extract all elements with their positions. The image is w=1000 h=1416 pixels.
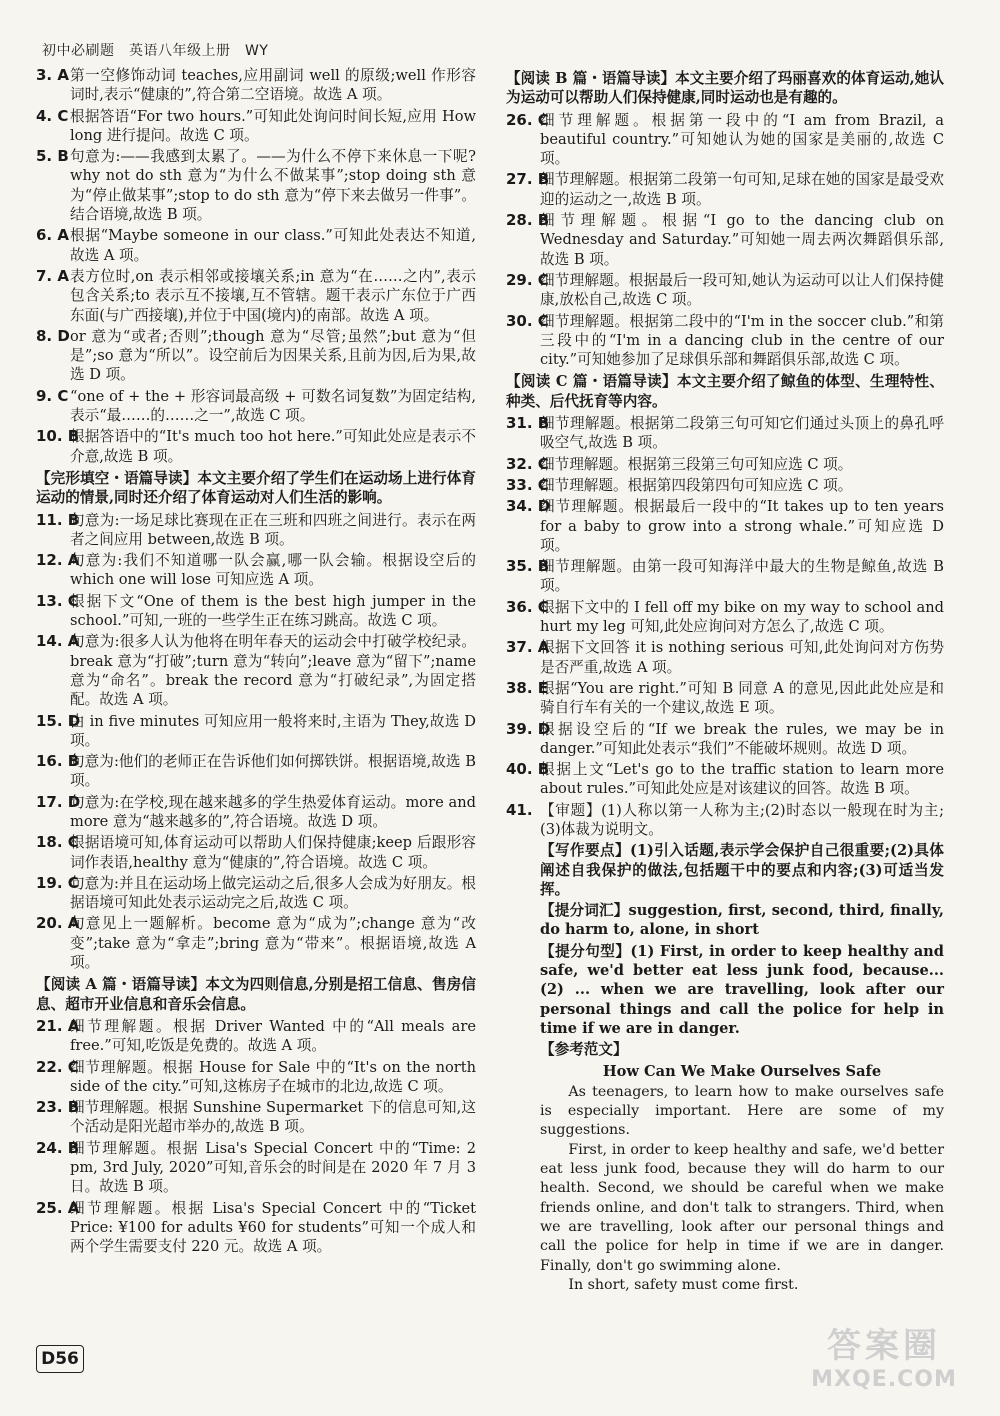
answer-explanation: or 意为“或者;否则”;though 意为“尽管;虽然”;but 意为“但是”;so 意为“所以”。设空前后为因果关系,且前为因,后为果,故选 D 项。 — [70, 327, 476, 384]
answer-item — [36, 752, 476, 791]
answer-number: 40. B — [506, 760, 550, 779]
answer-number: 3. A — [36, 66, 69, 84]
answer-number: 39. D — [506, 719, 551, 738]
answer-explanation: 细节理解题。根据第二段第三句可知它们通过头顶上的鼻孔呼吸空气,故选 B 项。 — [540, 415, 944, 452]
answer-number: 33. C — [506, 475, 549, 494]
answer-number: 25. A — [36, 1198, 80, 1217]
answer-item — [36, 1098, 476, 1137]
answer-item — [506, 170, 944, 209]
answer-explanation: 根据答语中的“It's much too hot here.”可知此处应是表示不介意,故选 B 项。 — [70, 428, 476, 465]
answer-number: 38. E — [506, 678, 549, 697]
essay-paragraph: First, in order to keep healthy and safe, we'd better eat less junk food, because they will do harm to our health. Second, we should be careful when we make friends online, and don't talk to strangers. Third, when we are travelling, look after our personal things and call the police for help in time if we are in danger. Finally, don't go swimming alone. — [540, 1141, 944, 1274]
answer-explanation: 句意为:一场足球比赛现在正在三班和四班之间进行。表示在两者之间应用 between,故选 B 项。 — [70, 511, 476, 548]
answer-explanation: 细节理解题。根据“I go to the dancing club on Wednesday and Saturday.”可知她一周去两次舞蹈俱乐部,故选 B 项。 — [540, 212, 944, 268]
answer-explanation: 第一空修饰动词 teaches,应用副词 well 的原级;well 作形容词时,表示“健康的”,符合第二空语境。故选 A 项。 — [70, 67, 476, 104]
answer-number: 7. A — [36, 266, 69, 285]
answer-number: 19. C — [36, 873, 79, 892]
answer-item — [506, 557, 944, 596]
answer-explanation: 表方位时,on 表示相邻或接壤关系;in 意为“在……之内”,表示包含关系;to 表示互不接壤,互不管辖。题干表示广东位于广西东面(与广西接壤),并位于中国(境内)的南部。故选 A 项。 — [70, 267, 476, 324]
answer-number: 27. B — [506, 170, 550, 189]
answer-item — [506, 111, 944, 169]
answer-explanation: 句意为:在学校,现在越来越多的学生热爱体育运动。more and more 意为“越来越多的”,符合语境。故选 D 项。 — [70, 793, 476, 830]
answer-explanation: 句意为:并且在运动场上做完运动之后,很多人会成为好朋友。根据语境可知此处表示运动完之后,故选 C 项。 — [70, 874, 476, 912]
answer-explanation: 根据下文中的 I fell off my bike on my way to school and hurt my leg 可知,此处应询问对方怎么了,故选 C 项。 — [540, 598, 944, 636]
watermark-logo — [804, 1318, 964, 1398]
writing-guide: 【参考范文】 — [540, 1041, 628, 1059]
answer-item — [36, 793, 476, 832]
answer-item — [506, 476, 944, 495]
essay-paragraph: As teenagers, to learn how to make ourselves safe is especially important. Here are some of my suggestions. — [540, 1083, 944, 1139]
answer-number: 31. B — [506, 414, 550, 433]
answer-number: 30. C — [506, 311, 549, 330]
answer-explanation: 句意为:很多人认为他将在明年春天的运动会中打破学校纪录。break 意为“打破”;turn 意为“转向”;leave 意为“留下”;name 意为“命名”。break the record 意为“打破纪录”,为固定搭配。故选 A 项。 — [70, 633, 476, 709]
answer-explanation: 根据上文“Let's go to the traffic station to learn more about rules.”可知此处应是对该建议的回答。故选 B 项。 — [540, 761, 944, 798]
answer-number: 14. A — [36, 632, 80, 651]
answer-explanation: 根据“Maybe someone in our class.”可知此处表达不知道,故选 A 项。 — [70, 227, 476, 264]
answer-number: 18. C — [36, 833, 79, 852]
answer-number: 37. A — [506, 638, 550, 657]
answer-number: 32. C — [506, 454, 549, 473]
right-items — [506, 69, 944, 1060]
answer-number: 10. B — [36, 427, 80, 446]
answer-number: 21. A — [36, 1016, 80, 1035]
answer-number: 34. D — [506, 497, 551, 516]
answer-explanation: 细节理解题。根据第二段第一句可知,足球在她的国家是最受欢迎的运动之一,故选 B 项。 — [540, 171, 944, 208]
answer-item — [506, 801, 944, 840]
answer-number: 4. C — [36, 106, 69, 125]
answer-item — [36, 1017, 476, 1056]
answer-number: 20. A — [36, 914, 80, 933]
essay-title: How Can We Make Ourselves Safe — [602, 1062, 882, 1080]
answer-item — [36, 592, 476, 631]
answer-number: 12. A — [36, 551, 80, 570]
answer-explanation: 细节理解题。根据第一段中的“I am from Brazil, a beautiful country.”可知她认为她的国家是美丽的,故选 C 项。 — [540, 111, 944, 168]
answer-item — [36, 226, 476, 265]
answer-item — [36, 1139, 476, 1197]
answer-number: 23. B — [36, 1098, 80, 1117]
section-heading: 【阅读 C 篇・语篇导读】本文主要介绍了鲸鱼的体型、生理特性、种类、后代抚育等内容。 — [506, 373, 944, 410]
answer-explanation: “one of + the + 形容词最高级 + 可数名词复数”为固定结构,表示“最……的……之一”,故选 C 项。 — [70, 387, 476, 425]
answer-explanation: 根据答语“For two hours.”可知此处询问时间长短,应用 How long 进行提问。故选 C 项。 — [70, 107, 476, 144]
answer-explanation: 细节理解题。根据 Driver Wanted 中的“All meals are free.”可知,吃饭是免费的。故选 A 项。 — [70, 1017, 476, 1055]
writing-guide: 【写作要点】(1)引入话题,表示学会保护自己很重要;(2)具体阐述自我保护的做法,包括题干中的要点和内容;(3)可适当发挥。 — [540, 842, 944, 898]
answer-item — [36, 833, 476, 872]
answer-item — [36, 107, 476, 146]
watermark-site-text: MXQE.COM — [811, 1367, 957, 1392]
right-column — [506, 66, 944, 1295]
answer-item — [36, 914, 476, 972]
answer-number: 26. C — [506, 110, 549, 129]
answer-explanation: 根据“You are right.”可知 B 同意 A 的意见,因此此处应是和骑自行车有关的一个建议,故选 E 项。 — [540, 679, 944, 717]
writing-guide: 【提分句型】(1) First, in order to keep healthy and safe, we'd better eat less junk food, because... (2) ... when we are travelling, look after our personal things and call the police for help in time if we are in danger. — [540, 942, 944, 1037]
answer-item — [506, 598, 944, 637]
answer-explanation: 细节理解题。根据 Sunshine Supermarket 下的信息可知,这个活动是阳光超市举办的,故选 B 项。 — [70, 1099, 476, 1136]
answer-explanation: 由 in five minutes 可知应用一般将来时,主语为 They,故选 D 项。 — [70, 712, 476, 749]
answer-number: 15. D — [36, 711, 81, 730]
answer-number: 29. C — [506, 270, 549, 289]
answer-number: 36. C — [506, 597, 549, 616]
answer-explanation: 细节理解题。根据最后一段可知,她认为运动可以让人们保持健康,放松自己,故选 C 项。 — [540, 271, 944, 309]
answer-number: 13. C — [36, 591, 79, 610]
answer-item — [36, 327, 476, 385]
answer-explanation: 句意为:我们不知道哪一队会赢,哪一队会输。根据设空后的 which one will lose 可知应选 A 项。 — [70, 552, 476, 589]
answer-explanation: 细节理解题。根据最后一段中的“It takes up to ten years for a baby to grow into a strong whale.”可知应选 D 项。 — [540, 498, 944, 554]
answer-item — [506, 211, 944, 269]
answer-item — [36, 1058, 476, 1097]
model-essay — [506, 1062, 944, 1296]
answer-number: 17. D — [36, 792, 81, 811]
answer-item — [506, 679, 944, 718]
answer-item — [506, 455, 944, 474]
writing-guide: 【提分词汇】suggestion, first, second, third, finally, do harm to, alone, in short — [540, 902, 944, 939]
answer-number: 41. — [506, 800, 533, 819]
answer-explanation: 细节理解题。根据第三段第三句可知应选 C 项。 — [540, 455, 853, 473]
answer-item — [506, 638, 944, 677]
answer-item — [36, 1199, 476, 1257]
answer-explanation: 根据设空后的“If we break the rules, we may be in danger.”可知此处表示“我们”不能破坏规则。故选 D 项。 — [540, 720, 944, 757]
answer-number: 16. B — [36, 752, 80, 771]
answer-item — [506, 414, 944, 453]
section-heading: 【阅读 B 篇・语篇导读】本文主要介绍了玛丽喜欢的体育运动,她认为运动可以帮助人们保持健康,同时运动也是有趣的。 — [506, 70, 944, 107]
answer-item — [36, 387, 476, 426]
answer-item — [36, 511, 476, 550]
answer-explanation: 句意为:他们的老师正在告诉他们如何掷铁饼。根据语境,故选 B 项。 — [70, 753, 476, 790]
answer-number: 9. C — [36, 386, 69, 405]
section-heading: 【阅读 A 篇・语篇导读】本文为四则信息,分别是招工信息、售房信息、超市开业信息和音乐会信息。 — [36, 976, 476, 1013]
section-heading: 【完形填空・语篇导读】本文主要介绍了学生们在运动场上进行体育运动的情景,同时还介绍了体育运动对人们生活的影响。 — [36, 469, 476, 507]
answer-explanation: 句意见上一题解析。become 意为“成为”;change 意为“改变”;take 意为“拿走”;bring 意为“带来”。根据语境,故选 A 项。 — [70, 915, 476, 972]
answer-number: 8. D — [36, 326, 70, 345]
watermark-logo-text: 答案圈 — [827, 1326, 941, 1366]
answer-item — [36, 551, 476, 590]
page-number: D56 — [36, 1345, 84, 1373]
answer-number: 11. B — [36, 510, 80, 529]
answer-explanation: 细节理解题。根据 House for Sale 中的“It's on the north side of the city.”可知,这栋房子在城市的北边,故选 C 项。 — [70, 1058, 476, 1095]
essay-paragraph: In short, safety must come first. — [568, 1276, 799, 1293]
answer-item — [506, 312, 944, 370]
answer-item — [506, 271, 944, 310]
answer-explanation: 句意为:——我感到太累了。——为什么不停下来休息一下呢? why not do sth 意为“为什么不做某事”;stop doing sth 意为“停止做某事”;stop to do sth 意为“停下来去做另一件事”。结合语境,故选 B 项。 — [70, 148, 476, 224]
answer-explanation: 细节理解题。由第一段可知海洋中最大的生物是鲸鱼,故选 B 项。 — [540, 558, 944, 595]
answer-item — [36, 712, 476, 751]
running-header: 初中必刷题 英语八年级上册 WY — [42, 43, 269, 59]
answer-item — [36, 874, 476, 913]
answer-item — [36, 427, 476, 466]
answer-explanation: 细节理解题。根据 Lisa's Special Concert 中的“Time: 2 pm, 3rd July, 2020”可知,音乐会的时间是在 2020 年 7 月 3 日。故选 B 项。 — [70, 1139, 476, 1196]
answer-number: 28. B — [506, 211, 550, 230]
answer-explanation: 细节理解题。根据第二段中的“I'm in the soccer club.”和第三段中的“I'm in a dancing club in the centre of our city.”可知她参加了足球俱乐部和舞蹈俱乐部,故选 C 项。 — [540, 312, 944, 369]
answer-number: 6. A — [36, 226, 69, 245]
answer-number: 35. B — [506, 557, 550, 576]
answer-item — [506, 720, 944, 759]
left-column — [36, 66, 476, 1259]
answer-explanation: 根据下文回答 it is nothing serious 可知,此处询问对方伤势是否严重,故选 A 项。 — [540, 639, 944, 676]
answer-explanation: 细节理解题。根据 Lisa's Special Concert 中的“Ticket Price: ¥100 for adults ¥60 for students”可知一个成人和两个学生需要支付 220 元。故选 A 项。 — [70, 1199, 476, 1256]
answer-item — [36, 267, 476, 325]
answer-item — [506, 497, 944, 555]
answer-explanation: 细节理解题。根据第四段第四句可知应选 C 项。 — [540, 476, 853, 494]
answer-item — [36, 147, 476, 224]
answer-explanation: 根据下文“One of them is the best high jumper in the school.”可知,一班的一些学生正在练习跳高。故选 C 项。 — [70, 592, 476, 630]
answer-explanation: 【审题】(1)人称以第一人称为主;(2)时态以一般现在时为主;(3)体裁为说明文。 — [540, 801, 944, 838]
answer-explanation: 根据语境可知,体育运动可以帮助人们保持健康;keep 后跟形容词作表语,healthy 意为“健康的”,符合语境。故选 C 项。 — [70, 834, 476, 871]
answer-number: 24. B — [36, 1138, 80, 1157]
answer-number: 22. C — [36, 1057, 79, 1076]
answer-item — [506, 760, 944, 799]
answer-item — [36, 66, 476, 105]
answer-number: 5. B — [36, 147, 69, 166]
answer-item — [36, 632, 476, 709]
